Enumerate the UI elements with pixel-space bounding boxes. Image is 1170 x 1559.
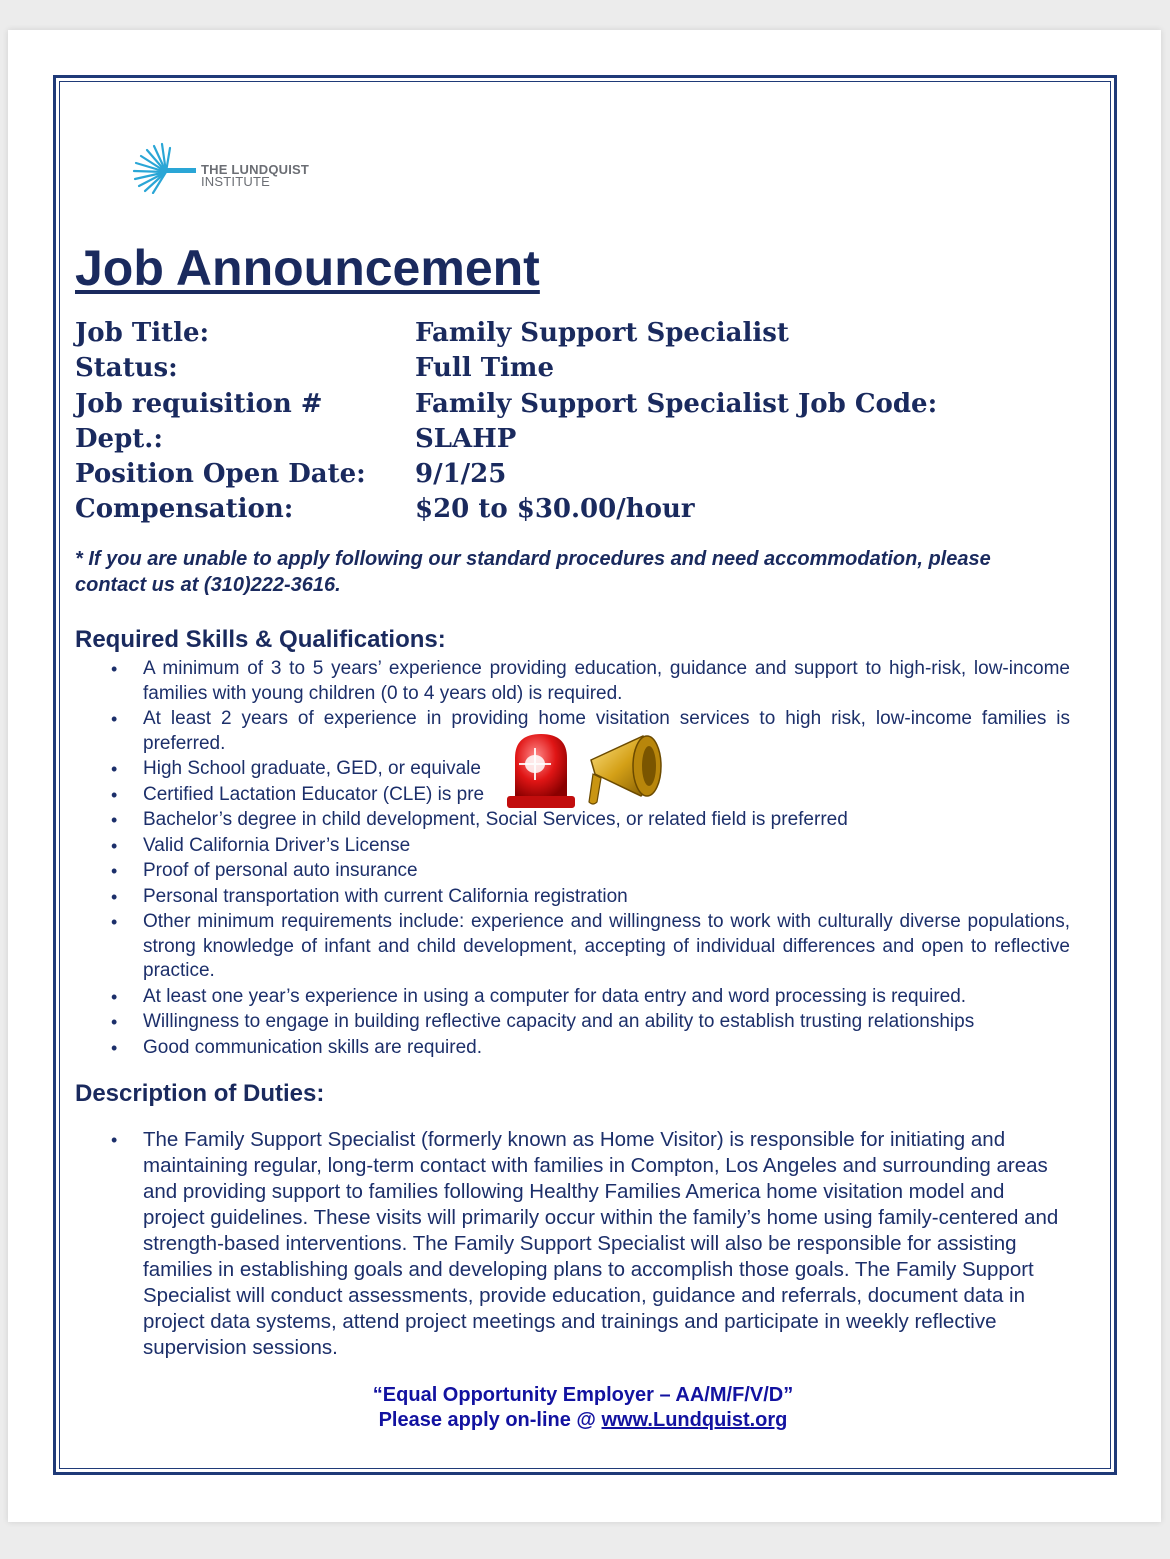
list-item: • Other minimum requirements include: experience and willingness to work with culturally diverse populations, strong knowledge of infant and child development, accepting of individual differences and open to reflective practice. (111, 911, 1070, 981)
apply-line (60, 1408, 1106, 1433)
logo-line-1: THE LUNDQUIST (201, 162, 310, 177)
info-row-open-date (75, 457, 1075, 492)
list-item: • A minimum of 3 to 5 years’ experience providing education, guidance and support to high-risk, low-income families with young children (0 to 4 years old) is required. (111, 658, 1070, 704)
list-item: • High School graduate, GED, or equivale (111, 758, 481, 779)
sunburst-logo-icon (132, 142, 196, 194)
job-info-table (75, 316, 1075, 528)
list-item: • The Family Support Specialist (formerly known as Home Visitor) is responsible for initiating and maintaining regular, long-term contact with families in Compton, Los Angeles and surrounding areas and providing support to families following Healthy Families America home visitation model and project guidelines. These visits will primarily occur within the family’s home using family-centered and strength-based interventions. The Family Support Specialist will also be responsible for assisting families in establishing goals and developing plans to accomplish those goals. The Family Support Specialist will conduct assessments, provide education, guidance and referrals, document data in project data systems, attend project meetings and trainings and participate in weekly reflective supervision sessions. (111, 1128, 1059, 1359)
list-item: • At least one year’s experience in using a computer for data entry and word processing is required. (111, 985, 967, 1007)
list-item: • Willingness to engage in building reflective capacity and an ability to establish trusting relationships (111, 1011, 975, 1032)
info-label: Dept.: (75, 423, 163, 454)
info-value: SLAHP (415, 423, 517, 454)
info-row-job-title (75, 316, 1075, 351)
info-label: Job Title: (75, 318, 210, 348)
info-value: 9/1/25 (415, 459, 507, 490)
info-label: Status: (75, 353, 178, 384)
list-item: • Bachelor’s degree in child development, Social Services, or related field is preferred (111, 809, 848, 830)
accommodation-note: * If you are unable to apply following our standard procedures and need accommodation, please contact us at (310)222-3616. (75, 548, 991, 596)
list-item: • Good communication skills are required. (111, 1036, 482, 1058)
skills-heading: Required Skills & Qualifications: (75, 626, 446, 653)
apply-prefix: Please apply on-line @ (378, 1409, 602, 1431)
page-title: Job Announcement (75, 240, 540, 296)
logo-line-2: INSTITUTE (201, 174, 270, 189)
website-link[interactable]: www.Lundquist.org (601, 1409, 788, 1431)
skills-list (75, 657, 1070, 1061)
info-value: $20 to $30.00/hour (415, 494, 695, 525)
siren-icon (505, 728, 577, 812)
list-item: • Certified Lactation Educator (CLE) is pre (111, 783, 485, 805)
duties-heading: Description of Duties: (75, 1080, 325, 1107)
list-item: • Valid California Driver’s License (111, 834, 411, 856)
logo-wordmark (201, 164, 309, 188)
info-row-compensation (75, 492, 1075, 527)
info-value: Family Support Specialist Job Code: (415, 388, 938, 419)
info-row-requisition (75, 387, 1075, 422)
info-label: Position Open Date: (75, 459, 366, 490)
info-value: Full Time (415, 353, 554, 384)
list-item: • Personal transportation with current California registration (111, 885, 628, 907)
info-label: Compensation: (75, 494, 294, 525)
footer (60, 1383, 1106, 1433)
list-item: • At least 2 years of experience in providing home visitation services to high risk, low-income families is preferred. (111, 708, 1070, 754)
info-row-dept (75, 422, 1075, 457)
duties-list (75, 1127, 1065, 1362)
info-value: Family Support Specialist (415, 318, 789, 348)
eoe-statement: “Equal Opportunity Employer – AA/M/F/V/D” (372, 1384, 794, 1406)
list-item: • Proof of personal auto insurance (111, 860, 418, 881)
info-label: Job requisition # (75, 388, 323, 419)
lundquist-logo (132, 142, 372, 194)
megaphone-icon (583, 730, 679, 810)
info-row-status (75, 351, 1075, 386)
